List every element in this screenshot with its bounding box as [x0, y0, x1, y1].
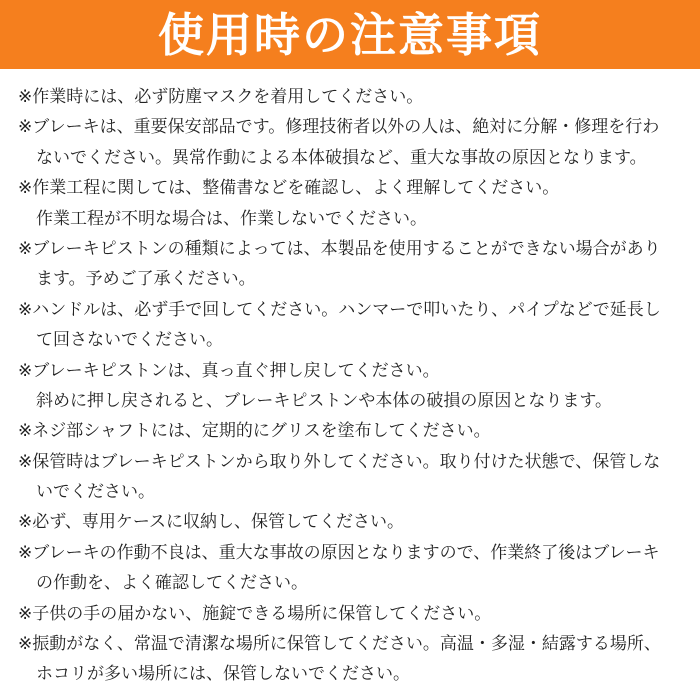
note-line: ※作業時には、必ず防塵マスクを着用してください。	[18, 87, 424, 107]
note-line: ホコリが多い場所には、保管しないでください。	[36, 664, 410, 685]
note-line: ※ブレーキは、重要保安部品です。修理技術者以外の人は、絶対に分解・修理を行わ	[18, 117, 660, 138]
note-line: ないでください。異常作動による本体破損など、重大な事故の原因となります。	[36, 147, 647, 168]
caution-list	[18, 82, 690, 690]
note-line: ※ネジ部シャフトには、定期的にグリスを塗布してください。	[18, 421, 491, 442]
note-line: いでください。	[36, 482, 155, 503]
page-title: 使用時の注意事項	[158, 7, 542, 62]
note-line: ※必ず、専用ケースに収納し、保管してください。	[18, 512, 405, 533]
note-line: ※作業工程に関しては、整備書などを確認し、よく理解してください。	[18, 178, 560, 199]
note-line: 斜めに押し戻されると、ブレーキピストンや本体の破損の原因となります。	[36, 390, 612, 411]
note-line: ※ブレーキピストンは、真っ直ぐ押し戻してください。	[18, 360, 440, 381]
note-line: 作業工程が不明な場合は、作業しないでください。	[36, 208, 427, 229]
note-line: ※子供の手の届かない、施錠できる場所に保管してください。	[18, 603, 492, 624]
note-line: ます。予めご了承ください。	[36, 269, 256, 290]
note-line: ※ブレーキピストンの種類によっては、本製品を使用することができない場合があり	[18, 238, 661, 259]
note-line: ※ブレーキの作動不良は、重大な事故の原因となりますので、作業終了後はブレーキ	[18, 542, 660, 563]
note-line: て回さないでください。	[36, 330, 223, 351]
note-line: ※保管時はブレーキピストンから取り外してください。取り付けた状態で、保管しな	[18, 451, 661, 472]
note-line: ※ハンドルは、必ず手で回してください。ハンマーで叩いたり、パイプなどで延長し	[18, 299, 661, 320]
note-line: の作動を、よく確認してください。	[36, 573, 308, 594]
title-banner	[0, 0, 700, 69]
note-line: ※振動がなく、常温で清潔な場所に保管してください。高温・多湿・結露する場所、	[18, 634, 661, 655]
